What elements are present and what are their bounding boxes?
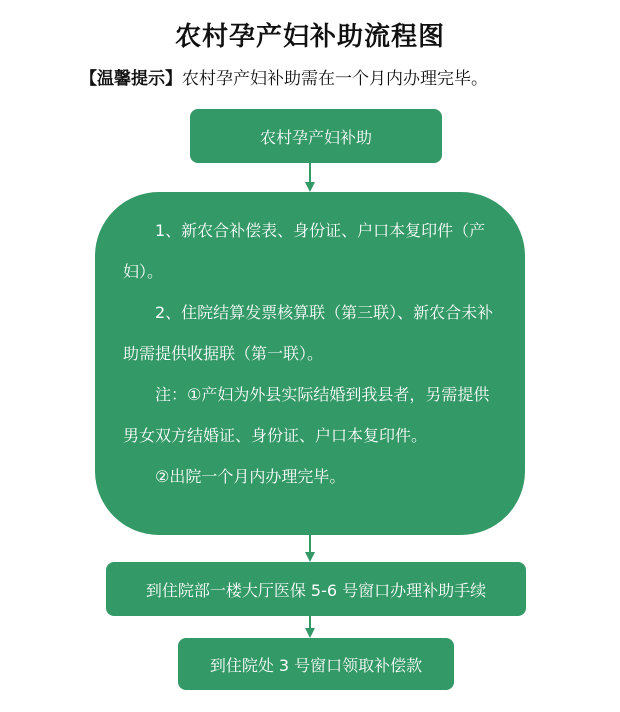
- requirement-1: 1、新农合补偿表、身份证、户口本复印件（产妇）。: [123, 221, 486, 281]
- flow-arrow-3: [300, 616, 320, 638]
- page-title: 农村孕产妇补助流程图: [174, 22, 445, 52]
- requirement-2: 2、住院结算发票核算联（第三联）、新农合未补助需提供收据联（第一联）。: [123, 303, 494, 363]
- flow-arrow-1: [300, 163, 320, 192]
- flow-arrow-2: [300, 535, 320, 562]
- requirement-note: 注：①产妇为外县实际结婚到我县者，另需提供男女双方结婚证、身份证、户口本复印件。: [123, 385, 490, 445]
- flow-step-requirements: [95, 192, 525, 535]
- tip-text: 农村孕产妇补助需在一个月内办理完毕。: [182, 69, 488, 89]
- flow-step-start-label: 农村孕产妇补助: [259, 127, 372, 147]
- flow-step-window-5-6: [106, 562, 526, 616]
- flow-step-window-3: [178, 638, 454, 690]
- tip-line: [80, 64, 610, 89]
- tip-label: 【温馨提示】: [80, 69, 182, 89]
- flow-step-window-3-label: 到住院处 3 号窗口领取补偿款: [209, 655, 423, 675]
- requirement-deadline: ②出院一个月内办理完毕。: [155, 467, 346, 486]
- flow-step-window-5-6-label: 到住院部一楼大厅医保 5-6 号窗口办理补助手续: [145, 580, 487, 600]
- flow-step-start: [190, 109, 442, 163]
